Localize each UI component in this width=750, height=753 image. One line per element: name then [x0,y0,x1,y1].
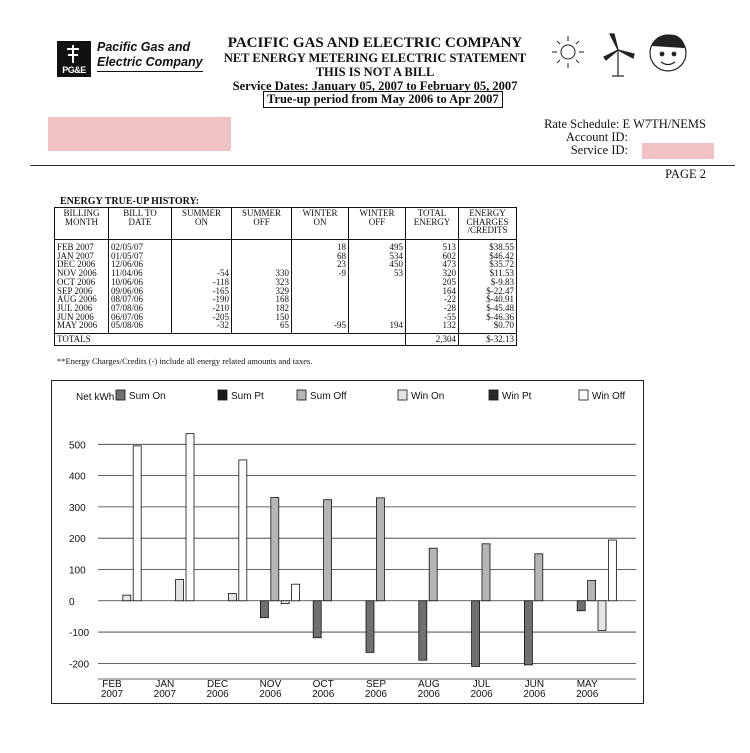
table-cell: 02/05/07 [109,240,172,252]
table-cell: 132 [406,321,459,333]
table-cell: 18 [292,240,349,252]
statement-header [215,35,535,93]
table-cell: 330 [232,269,292,278]
y-tick-label: 100 [69,565,86,577]
column-header: BILL TO DATE [109,208,172,240]
face-icon [650,35,686,71]
table-cell: $-45.48 [459,304,517,313]
logo-short: PG&E [62,65,86,75]
table-cell: 23 [292,260,349,269]
table-cell: $38.55 [459,240,517,252]
service-dates: Service Dates: January 05, 2007 to February 05, 2007 [232,79,518,93]
statement-subtitle: NET ENERGY METERING ELECTRIC STATEMENT [223,51,527,65]
table-cell: JUL 2006 [55,304,109,313]
table-cell: 329 [232,287,292,296]
bar [429,548,437,601]
x-tick-label: AUG [417,679,440,690]
legend-label: Sum On [129,391,166,402]
column-header: BILLING MONTH [55,208,109,240]
y-tick-label: 400 [69,471,86,483]
table-cell: 602 [406,252,459,261]
y-tick-label: -200 [69,659,90,671]
table-cell: -190 [172,295,232,304]
bar [281,601,289,604]
bar [292,584,300,601]
table-cell [349,295,406,304]
column-header: WINTER ON [292,208,349,240]
table-cell: 320 [406,269,459,278]
sun-icon [552,36,584,68]
y-tick-label: -100 [69,628,90,640]
table-cell: 12/06/06 [109,260,172,269]
table-cell: 01/05/07 [109,252,172,261]
table-cell [292,304,349,313]
table-cell: $-46.36 [459,313,517,322]
x-tick-label: 2006 [364,689,388,700]
table-cell [349,287,406,296]
bar [598,601,606,631]
table-cell: OCT 2006 [55,278,109,287]
bar [376,498,384,601]
account-id-label: Account ID: [565,130,628,144]
not-a-bill-notice: THIS IS NOT A BILL [315,65,435,79]
total-charges: $-32.13 [459,334,517,346]
bar [313,601,321,638]
rate-schedule: Rate Schedule: E W7TH/NEMS [544,117,706,131]
table-header-row [55,208,517,240]
company-logo-name [97,40,203,72]
x-tick-label: 2006 [470,689,493,700]
charges-footnote: **Energy Charges/Credits (-) include all energy related amounts and taxes. [57,356,313,366]
table-cell [172,240,232,252]
bar [535,554,543,601]
x-tick-label: DEC [207,679,229,690]
table-cell: 205 [406,278,459,287]
table-cell: -9 [292,269,349,278]
table-cell [232,240,292,252]
table-cell: AUG 2006 [55,295,109,304]
bar [133,446,141,601]
table-body [55,240,517,346]
table-cell [172,252,232,261]
x-tick-label: 2007 [100,689,124,700]
bar [366,601,374,653]
legend-label: Sum Pt [231,391,264,402]
table-cell: 05/08/06 [109,321,172,333]
history-title: ENERGY TRUE-UP HISTORY: [60,196,200,207]
table-cell: 68 [292,252,349,261]
column-header: SUMMER OFF [232,208,292,240]
table-cell [292,295,349,304]
legend-label: Win Off [592,391,626,402]
table-cell: 194 [349,321,406,333]
bar [524,601,532,665]
table-cell [349,304,406,313]
bar [482,544,490,601]
table-cell: 473 [406,260,459,269]
table-cell: 323 [232,278,292,287]
table-cell: 513 [406,240,459,252]
windmill-icon [604,34,634,76]
x-tick-label: 2006 [417,689,440,700]
table-cell: 06/07/06 [109,313,172,322]
y-tick-label: 300 [69,502,86,514]
x-tick-label: JUL [472,679,491,690]
bar [228,594,236,601]
column-header: TOTAL ENERGY [406,208,459,240]
table-cell: -210 [172,304,232,313]
table-cell: -205 [172,313,232,322]
table-cell: -118 [172,278,232,287]
table-cell [349,278,406,287]
bar [608,540,616,601]
x-tick-label: 2007 [153,689,176,700]
legend-swatch [579,390,588,400]
y-tick-label: 500 [69,440,86,452]
table-cell: $-40.91 [459,295,517,304]
x-tick-label: JUN [524,679,545,690]
table-cell: $0.70 [459,321,517,333]
trueup-period: True-up period from May 2006 to Apr 2007 [263,91,503,108]
table-cell: -165 [172,287,232,296]
bar [260,601,268,618]
table-cell: 53 [349,269,406,278]
x-tick-label: 2006 [523,689,546,700]
table-cell: 182 [232,304,292,313]
column-header: WINTER OFF [349,208,406,240]
bar [123,595,131,601]
x-tick-label: SEP [365,679,387,690]
table-cell [292,287,349,296]
table-cell: $-22.47 [459,287,517,296]
table-cell: 10/06/06 [109,278,172,287]
y-tick-label: 200 [69,534,86,546]
table-cell: 534 [349,252,406,261]
total-energy: 2,304 [406,334,459,346]
table-cell: $11.53 [459,269,517,278]
energy-history-table [54,207,517,346]
table-cell: JUN 2006 [55,313,109,322]
table-cell: NOV 2006 [55,269,109,278]
table-cell: 11/04/06 [109,269,172,278]
y-axis-label: Net kWh [76,392,115,403]
header-icons [548,28,698,80]
net-kwh-chart [51,380,644,704]
table-cell: 168 [232,295,292,304]
x-tick-label: JAN [155,679,175,690]
transmission-tower-icon [72,45,74,63]
legend-swatch [116,390,125,400]
table-cell: -32 [172,321,232,333]
bar [419,601,427,660]
bar [588,580,596,600]
logo-line-1: Pacific Gas and [97,40,191,54]
company-title: PACIFIC GAS AND ELECTRIC COMPANY [227,35,523,51]
table-cell: 495 [349,240,406,252]
table-cell: JAN 2007 [55,252,109,261]
bar [324,500,332,601]
x-tick-label: FEB [102,679,122,690]
legend-swatch [398,390,407,400]
bar [472,601,480,667]
pge-logo [57,41,91,77]
table-cell: 450 [349,260,406,269]
table-cell: -54 [172,269,232,278]
bar [271,497,279,600]
table-cell: -28 [406,304,459,313]
x-tick-label: OCT [312,679,334,690]
table-cell: 164 [406,287,459,296]
table-cell: -22 [406,295,459,304]
x-tick-label: 2006 [259,689,282,700]
bar [239,460,247,601]
legend-label: Win Pt [502,391,532,402]
x-tick-label: 2006 [576,689,599,700]
table-cell: $35.72 [459,260,517,269]
x-tick-label: 2006 [312,689,335,700]
table-cell: 07/08/06 [109,304,172,313]
table-row [55,240,517,252]
legend-swatch [489,390,498,400]
table-cell: 65 [232,321,292,333]
totals-label: TOTALS [55,334,406,346]
x-tick-label: NOV [259,679,282,690]
table-cell: $46.42 [459,252,517,261]
totals-row [55,334,517,346]
table-cell: 09/06/06 [109,287,172,296]
bar [176,579,184,600]
table-cell: $-9.83 [459,278,517,287]
y-tick-label: 0 [69,596,75,608]
x-tick-label: 2006 [206,689,229,700]
chart-canvas [52,381,643,703]
service-id-label: Service ID: [570,143,628,157]
table-cell [232,252,292,261]
redacted-customer-info [48,117,231,151]
redacted-service-id [642,143,714,159]
legend-swatch [297,390,306,400]
bar [186,434,194,601]
table-cell: DEC 2006 [55,260,109,269]
legend-label: Win On [411,391,445,402]
legend-swatch [218,390,227,400]
bar [577,601,585,611]
logo-line-2: Electric Company [97,55,203,72]
table-cell [292,278,349,287]
table-cell: 150 [232,313,292,322]
table-cell: MAY 2006 [55,321,109,333]
table-cell: 08/07/06 [109,295,172,304]
table-cell: -95 [292,321,349,333]
page-number: PAGE 2 [665,167,706,181]
column-header: SUMMER ON [172,208,232,240]
header-divider [30,165,735,166]
column-header: ENERGY CHARGES /CREDITS [459,208,517,240]
x-tick-label: MAY [576,679,598,690]
table-row [55,321,517,333]
legend-label: Sum Off [310,391,347,402]
table-cell: -55 [406,313,459,322]
table-cell: SEP 2006 [55,287,109,296]
table-cell: FEB 2007 [55,240,109,252]
